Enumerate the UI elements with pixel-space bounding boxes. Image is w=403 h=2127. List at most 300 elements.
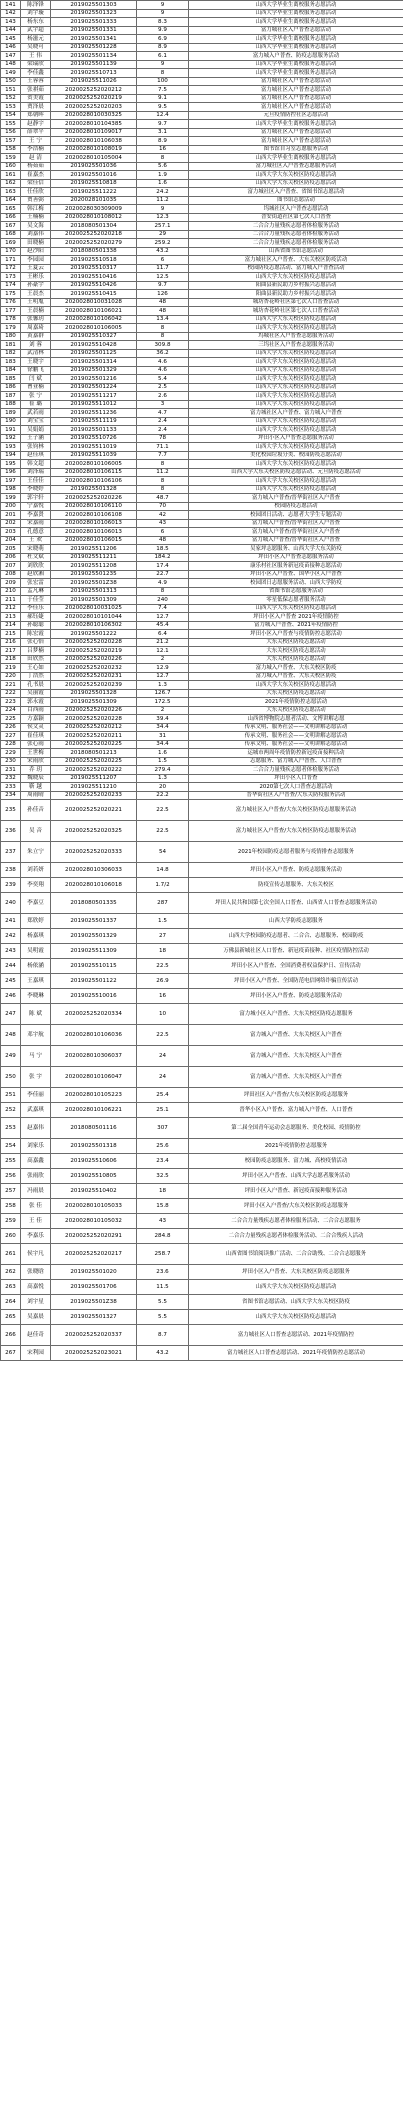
- row-number-cell: 237: [1, 842, 21, 863]
- hours-cell: 32.5: [137, 1169, 189, 1184]
- student-id-cell: 2019025501125: [51, 349, 137, 358]
- name-cell: 马 宁: [21, 1046, 51, 1067]
- hours-cell: 2.4: [137, 426, 189, 435]
- name-cell: 张钧林: [21, 443, 51, 452]
- row-number-cell: 165: [1, 205, 21, 214]
- activity-cell: 山西大学毕业生离校服务志愿活动: [189, 35, 403, 44]
- table-row: [1, 1265, 403, 1280]
- hours-cell: 43.2: [137, 247, 189, 256]
- table-row: [1, 1, 403, 10]
- table-row: [1, 1067, 403, 1088]
- activity-cell: 富力城社区入户普查志愿活动: [189, 103, 403, 112]
- row-number-cell: 252: [1, 1103, 21, 1118]
- student-id-cell: 2020025252020226: [51, 494, 137, 503]
- name-cell: 王蓉蓉: [21, 77, 51, 86]
- row-number-cell: 142: [1, 9, 21, 18]
- row-number-cell: 191: [1, 426, 21, 435]
- table-row: [1, 1280, 403, 1295]
- name-cell: 王彬乐: [21, 273, 51, 282]
- name-cell: 赵 清: [21, 154, 51, 163]
- hours-cell: 6.1: [137, 52, 189, 61]
- row-number-cell: 172: [1, 264, 21, 273]
- hours-cell: 9: [137, 205, 189, 214]
- activity-cell: 防疫宣传志愿服务、大东关校区: [189, 878, 403, 893]
- row-number-cell: 230: [1, 757, 21, 766]
- hours-cell: 1.5: [137, 914, 189, 929]
- hours-cell: 257.1: [137, 222, 189, 231]
- table-row: [1, 137, 403, 146]
- name-cell: 李晓婷: [21, 485, 51, 494]
- row-number-cell: 199: [1, 494, 21, 503]
- name-cell: 王楠楠: [21, 213, 51, 222]
- table-row: [1, 52, 403, 61]
- activity-cell: 传承文明、服务社会——文明讲解志愿活动: [189, 732, 403, 741]
- hours-cell: 25.4: [137, 1088, 189, 1103]
- name-cell: 王子涵: [21, 434, 51, 443]
- table-row: [1, 766, 403, 775]
- hours-cell: 20: [137, 783, 189, 792]
- hours-cell: 259.2: [137, 239, 189, 248]
- activity-cell: 山西省博物院志愿者活动、文博讲解志愿: [189, 715, 403, 724]
- name-cell: 王 伟: [21, 52, 51, 61]
- row-number-cell: 208: [1, 570, 21, 579]
- name-cell: 张雨欣: [21, 1169, 51, 1184]
- row-number-cell: 201: [1, 511, 21, 520]
- hours-cell: 24: [137, 1067, 189, 1088]
- row-number-cell: 198: [1, 485, 21, 494]
- activity-cell: 山西大学大东关校区防疫志愿活动: [189, 1310, 403, 1325]
- hours-cell: 1.3: [137, 681, 189, 690]
- activity-cell: 大东关校区防疫志愿活动: [189, 647, 403, 656]
- row-number-cell: 178: [1, 315, 21, 324]
- activity-cell: 坪田小区入户普查 2021年疫情防控: [189, 613, 403, 622]
- student-id-cell: 2019025510726: [51, 434, 137, 443]
- row-number-cell: 185: [1, 375, 21, 384]
- name-cell: 赵欣湘: [21, 570, 51, 579]
- hours-cell: 184.2: [137, 553, 189, 562]
- hours-cell: 16: [137, 145, 189, 154]
- student-id-cell: 2019025501329: [51, 929, 137, 944]
- name-cell: 王晨楠: [21, 307, 51, 316]
- table-row: [1, 264, 403, 273]
- activity-cell: 2021年疫情防控志愿服务: [189, 1139, 403, 1154]
- name-cell: 王夏云: [21, 264, 51, 273]
- name-cell: 靳 越: [21, 783, 51, 792]
- activity-cell: 山西省图书馆志愿活动: [189, 247, 403, 256]
- hours-cell: 78: [137, 434, 189, 443]
- student-id-cell: 2019025511026: [51, 77, 137, 86]
- student-id-cell: 2020025252020212: [51, 723, 137, 732]
- name-cell: 杨依涵: [21, 959, 51, 974]
- hours-cell: 11.7: [137, 264, 189, 273]
- student-id-cell: 2020028010106047: [51, 1067, 137, 1088]
- hours-cell: 42: [137, 511, 189, 520]
- activity-cell: 山西大学校园防疫志愿者、二合合、志愿服务、校园防疫: [189, 929, 403, 944]
- row-number-cell: 244: [1, 959, 21, 974]
- activity-cell: 大东关校区防疫志愿活动: [189, 689, 403, 698]
- hours-cell: 22.5: [137, 959, 189, 974]
- table-row: [1, 689, 403, 698]
- hours-cell: 43: [137, 519, 189, 528]
- hours-cell: 23.4: [137, 1154, 189, 1169]
- row-number-cell: 209: [1, 579, 21, 588]
- row-number-cell: 213: [1, 613, 21, 622]
- table-row: [1, 222, 403, 231]
- hours-cell: 22.5: [137, 1025, 189, 1046]
- table-row: [1, 434, 403, 443]
- row-number-cell: 154: [1, 111, 21, 120]
- table-row: [1, 878, 403, 893]
- table-row: [1, 1025, 403, 1046]
- name-cell: 高嘉鑫: [21, 1154, 51, 1169]
- hours-cell: 22.7: [137, 570, 189, 579]
- name-cell: 孔德意: [21, 528, 51, 537]
- student-id-cell: 2019025501318: [51, 1139, 137, 1154]
- row-number-cell: 228: [1, 740, 21, 749]
- activity-cell: 二合合力量残疾志愿者体检服务活动、二合合志愿服务: [189, 1214, 403, 1229]
- student-id-cell: 2020028010106038: [51, 137, 137, 146]
- row-number-cell: 239: [1, 878, 21, 893]
- row-number-cell: 247: [1, 1004, 21, 1025]
- hours-cell: 126.7: [137, 689, 189, 698]
- row-number-cell: 200: [1, 502, 21, 511]
- student-id-cell: 2020028010106036: [51, 1025, 137, 1046]
- activity-cell: 富力城社区入户普查志愿活动: [189, 86, 403, 95]
- name-cell: 杨茹茹: [21, 162, 51, 171]
- activity-cell: 富力城社区入户普查志愿服务活动: [189, 162, 403, 171]
- activity-cell: 传承文明、服务社会——文明讲解志愿活动: [189, 723, 403, 732]
- student-id-cell: 2020028010106013: [51, 528, 137, 537]
- name-cell: 韩江梅: [21, 205, 51, 214]
- row-number-cell: 173: [1, 273, 21, 282]
- student-id-cell: 2018080501304: [51, 222, 137, 231]
- name-cell: 刘家乐: [21, 1139, 51, 1154]
- table-row: [1, 613, 403, 622]
- activity-cell: 晋华街社区入户普查/大东关防疫服务活动: [189, 791, 403, 800]
- name-cell: 刘宇星: [21, 1295, 51, 1310]
- name-cell: 吴娟娟: [21, 426, 51, 435]
- student-id-cell: 2020028010106115: [51, 468, 137, 477]
- student-id-cell: 2020025252020239: [51, 681, 137, 690]
- row-number-cell: 143: [1, 18, 21, 27]
- hours-cell: 8.9: [137, 43, 189, 52]
- table-row: [1, 562, 403, 571]
- name-cell: 吴文海: [21, 222, 51, 231]
- hours-cell: 2: [137, 655, 189, 664]
- hours-cell: 9.1: [137, 94, 189, 103]
- hours-cell: 11.2: [137, 196, 189, 205]
- table-row: [1, 213, 403, 222]
- activity-cell: 山西大学大东关校区防疫志愿活动: [189, 1280, 403, 1295]
- hours-cell: 8.7: [137, 1325, 189, 1346]
- activity-cell: 山西大学大东关校区防疫志愿活动: [189, 392, 403, 401]
- student-id-cell: 2020028010106108: [51, 511, 137, 520]
- student-id-cell: 2020028010106106: [51, 477, 137, 486]
- name-cell: 李奕翔: [21, 878, 51, 893]
- row-number-cell: 158: [1, 145, 21, 154]
- activity-cell: 山西大学大东关校区防疫志愿活动: [189, 443, 403, 452]
- row-number-cell: 258: [1, 1199, 21, 1214]
- activity-cell: 坪田小区入户普查、新冠疫苗接种服务活动: [189, 1184, 403, 1199]
- name-cell: 刘泽瑞: [21, 468, 51, 477]
- activity-cell: 山西大学大东关校区防疫志愿活动: [189, 324, 403, 333]
- name-cell: 李晓琳: [21, 989, 51, 1004]
- hours-cell: 6.9: [137, 35, 189, 44]
- name-cell: 宋利园: [21, 1346, 51, 1361]
- row-number-cell: 151: [1, 86, 21, 95]
- student-id-cell: 2020028010106110: [51, 502, 137, 511]
- name-cell: 武清林: [21, 349, 51, 358]
- table-row: [1, 664, 403, 673]
- student-id-cell: 2020028010105223: [51, 1088, 137, 1103]
- table-row: [1, 171, 403, 180]
- table-row: [1, 111, 403, 120]
- name-cell: 于佳莹: [21, 596, 51, 605]
- table-row: [1, 451, 403, 460]
- student-id-cell: 2020028010105004: [51, 154, 137, 163]
- hours-cell: 22.5: [137, 821, 189, 842]
- hours-cell: 5.5: [137, 1310, 189, 1325]
- activity-cell: 校园防疫志愿活动、富力城入户普查活动: [189, 264, 403, 273]
- activity-cell: 坪田小区入户普查志愿服务活动: [189, 434, 403, 443]
- name-cell: 方嘉颖: [21, 715, 51, 724]
- student-id-cell: 2019025501235: [51, 570, 137, 579]
- table-row: [1, 247, 403, 256]
- row-number-cell: 183: [1, 358, 21, 367]
- table-row: [1, 205, 403, 214]
- activity-cell: 富力城社区入户普查、富力城入户普查: [189, 409, 403, 418]
- table-row: [1, 672, 403, 681]
- name-cell: 白西雨: [21, 706, 51, 715]
- student-id-cell: 2020025252020219: [51, 647, 137, 656]
- hours-cell: 3.1: [137, 128, 189, 137]
- student-id-cell: 2020025252020334: [51, 1004, 137, 1025]
- activity-cell: 坪田小区入户普查、大东关校区防疫志愿服务: [189, 1265, 403, 1280]
- activity-cell: 晋安街道社区第七次人口普查: [189, 213, 403, 222]
- table-row: [1, 366, 403, 375]
- activity-cell: 富力城入户普查、大东关校区入户普查: [189, 1025, 403, 1046]
- hours-cell: 8: [137, 485, 189, 494]
- hours-cell: 25.6: [137, 1139, 189, 1154]
- activity-cell: 校园团日活动、志愿者大学生专题活动: [189, 511, 403, 520]
- row-number-cell: 220: [1, 672, 21, 681]
- hours-cell: 26.9: [137, 974, 189, 989]
- activity-cell: 二合合力量残疾志愿者体检服务活动: [189, 230, 403, 239]
- name-cell: 田晓楠: [21, 239, 51, 248]
- row-number-cell: 190: [1, 417, 21, 426]
- row-number-cell: 145: [1, 35, 21, 44]
- activity-cell: 2021年疫情防控志愿活动: [189, 698, 403, 707]
- activity-cell: 山西大学大东关校区防疫志愿活动: [189, 358, 403, 367]
- activity-cell: 坪田小区入户普查、防疫志愿服务活动: [189, 989, 403, 1004]
- table-row: [1, 800, 403, 821]
- row-number-cell: 259: [1, 1214, 21, 1229]
- hours-cell: 7.5: [137, 86, 189, 95]
- hours-cell: 1.5: [137, 757, 189, 766]
- hours-cell: 172.5: [137, 698, 189, 707]
- hours-cell: 15.8: [137, 1199, 189, 1214]
- name-cell: 李园园: [21, 256, 51, 265]
- table-row: [1, 9, 403, 18]
- table-row: [1, 655, 403, 664]
- name-cell: 赵静宇: [21, 120, 51, 129]
- student-id-cell: 2019025510713: [51, 69, 137, 78]
- student-id-cell: 2019025510402: [51, 1184, 137, 1199]
- hours-cell: 31: [137, 732, 189, 741]
- row-number-cell: 167: [1, 222, 21, 231]
- row-number-cell: 240: [1, 893, 21, 914]
- row-number-cell: 227: [1, 732, 21, 741]
- row-number-cell: 194: [1, 451, 21, 460]
- table-row: [1, 1346, 403, 1361]
- student-id-cell: 2019025501329: [51, 366, 137, 375]
- activity-cell: 山西大学大东关校区防疫志愿活动: [189, 171, 403, 180]
- hours-cell: 287: [137, 893, 189, 914]
- student-id-cell: 2020025252020231: [51, 672, 137, 681]
- name-cell: 孟凡琳: [21, 587, 51, 596]
- hours-cell: 21.2: [137, 638, 189, 647]
- name-cell: 李佳乐: [21, 604, 51, 613]
- hours-cell: 18: [137, 1184, 189, 1199]
- student-id-cell: 2019025501337: [51, 914, 137, 929]
- activity-cell: 元旦疫情防控社区志愿活动: [189, 111, 403, 120]
- student-id-cell: 2019025511210: [51, 783, 137, 792]
- name-cell: 贾善弼: [21, 196, 51, 205]
- name-cell: 薛翠平: [21, 128, 51, 137]
- student-id-cell: 2019025501133: [51, 426, 137, 435]
- student-id-cell: 2020025252020233: [51, 791, 137, 800]
- student-id-cell: 2020025252020219: [51, 94, 137, 103]
- name-cell: 郑欣婷: [21, 914, 51, 929]
- row-number-cell: 248: [1, 1025, 21, 1046]
- hours-cell: 45.4: [137, 621, 189, 630]
- activity-cell: 阳曲县新民助力乡村振兴志愿活动: [189, 281, 403, 290]
- activity-cell: 坪田小区入户普查、防疫志愿服务活动: [189, 863, 403, 878]
- student-id-cell: 2019025501134: [51, 52, 137, 61]
- activity-cell: 校园团日志愿服务活动、山西大学防疫: [189, 579, 403, 588]
- student-id-cell: 2020025252020337: [51, 1325, 137, 1346]
- student-id-cell: 2020028010106302: [51, 621, 137, 630]
- name-cell: 王明胤: [21, 298, 51, 307]
- student-id-cell: 2019025501122: [51, 974, 137, 989]
- name-cell: 武宇超: [21, 26, 51, 35]
- activity-cell: 山西大学毕业生离校服务志愿活动: [189, 9, 403, 18]
- row-number-cell: 235: [1, 800, 21, 821]
- activity-cell: 富力城入户普查/晋华街社区入户普查: [189, 519, 403, 528]
- student-id-cell: 2019025501309: [51, 596, 137, 605]
- name-cell: 王晓宇: [21, 358, 51, 367]
- row-number-cell: 146: [1, 43, 21, 52]
- table-row: [1, 43, 403, 52]
- name-cell: 赵佳琪: [21, 451, 51, 460]
- student-id-cell: 2019025511207: [51, 774, 137, 783]
- hours-cell: 1.6: [137, 749, 189, 758]
- student-id-cell: 2020025252020226: [51, 706, 137, 715]
- row-number-cell: 246: [1, 989, 21, 1004]
- table-row: [1, 706, 403, 715]
- row-number-cell: 229: [1, 749, 21, 758]
- table-row: [1, 86, 403, 95]
- table-row: [1, 1295, 403, 1310]
- student-id-cell: 2020028010108019: [51, 145, 137, 154]
- student-id-cell: 2020028010105032: [51, 1214, 137, 1229]
- row-number-cell: 162: [1, 179, 21, 188]
- table-row: [1, 1244, 403, 1265]
- hours-cell: 70: [137, 502, 189, 511]
- row-number-cell: 182: [1, 349, 21, 358]
- name-cell: 孔书晨: [21, 681, 51, 690]
- hours-cell: 5.5: [137, 1295, 189, 1310]
- activity-cell: 富力城小区入户普查、大东关校区防疫志愿服务: [189, 1004, 403, 1025]
- row-number-cell: 197: [1, 477, 21, 486]
- hours-cell: 34.4: [137, 723, 189, 732]
- hours-cell: 8: [137, 587, 189, 596]
- student-id-cell: 2020025252020211: [51, 732, 137, 741]
- hours-cell: 17.4: [137, 562, 189, 571]
- table-row: [1, 358, 403, 367]
- hours-cell: 24: [137, 1046, 189, 1067]
- student-id-cell: 2019025501327: [51, 1310, 137, 1325]
- table-row: [1, 103, 403, 112]
- activity-cell: 坪田小区入户普查、全国防范电信网络诈骗宣传活动: [189, 974, 403, 989]
- hours-cell: 22.5: [137, 800, 189, 821]
- hours-cell: 12.7: [137, 613, 189, 622]
- row-number-cell: 243: [1, 944, 21, 959]
- student-id-cell: 2019025501328: [51, 485, 137, 494]
- name-cell: 李嘉豆: [21, 893, 51, 914]
- student-id-cell: 2020028101035: [51, 196, 137, 205]
- table-row: [1, 974, 403, 989]
- row-number-cell: 155: [1, 120, 21, 129]
- name-cell: 张 宁: [21, 392, 51, 401]
- table-row: [1, 460, 403, 469]
- activity-cell: 富力城社区入户普查/大东关校区防疫志愿服务活动: [189, 800, 403, 821]
- name-cell: 徐鹏飞: [21, 366, 51, 375]
- table-row: [1, 60, 403, 69]
- student-id-cell: 2019025510416: [51, 273, 137, 282]
- student-id-cell: 2019025501016: [51, 171, 137, 180]
- activity-cell: 山西大学大东关校区防疫志愿活动: [189, 179, 403, 188]
- name-cell: 朱立宁: [21, 842, 51, 863]
- activity-cell: 山西大学大东关校区防疫志愿活动: [189, 485, 403, 494]
- student-id-cell: 2020028010105033: [51, 1199, 137, 1214]
- activity-cell: 传承文明、服务社会——文明讲解志愿活动: [189, 740, 403, 749]
- row-number-cell: 241: [1, 914, 21, 929]
- hours-cell: 9.7: [137, 120, 189, 129]
- row-number-cell: 153: [1, 103, 21, 112]
- row-number-cell: 212: [1, 604, 21, 613]
- table-row: [1, 128, 403, 137]
- table-row: [1, 1325, 403, 1346]
- hours-cell: 36.2: [137, 349, 189, 358]
- hours-cell: 22.2: [137, 791, 189, 800]
- name-cell: 李佳鑫: [21, 69, 51, 78]
- name-cell: 丁浩然: [21, 672, 51, 681]
- table-row: [1, 1088, 403, 1103]
- row-number-cell: 147: [1, 52, 21, 61]
- hours-cell: 12.3: [137, 213, 189, 222]
- hours-cell: 9: [137, 1, 189, 10]
- hours-cell: 18.5: [137, 545, 189, 554]
- activity-cell: 大东关校区防疫志愿活动: [189, 706, 403, 715]
- table-row: [1, 1139, 403, 1154]
- name-cell: 周雨晴: [21, 791, 51, 800]
- table-row: [1, 443, 403, 452]
- name-cell: 刘嘉伟: [21, 230, 51, 239]
- activity-cell: 山西省图书馆阅读推广活动、二合合助残、二合合志愿服务: [189, 1244, 403, 1265]
- name-cell: 杜文斌: [21, 553, 51, 562]
- row-number-cell: 177: [1, 307, 21, 316]
